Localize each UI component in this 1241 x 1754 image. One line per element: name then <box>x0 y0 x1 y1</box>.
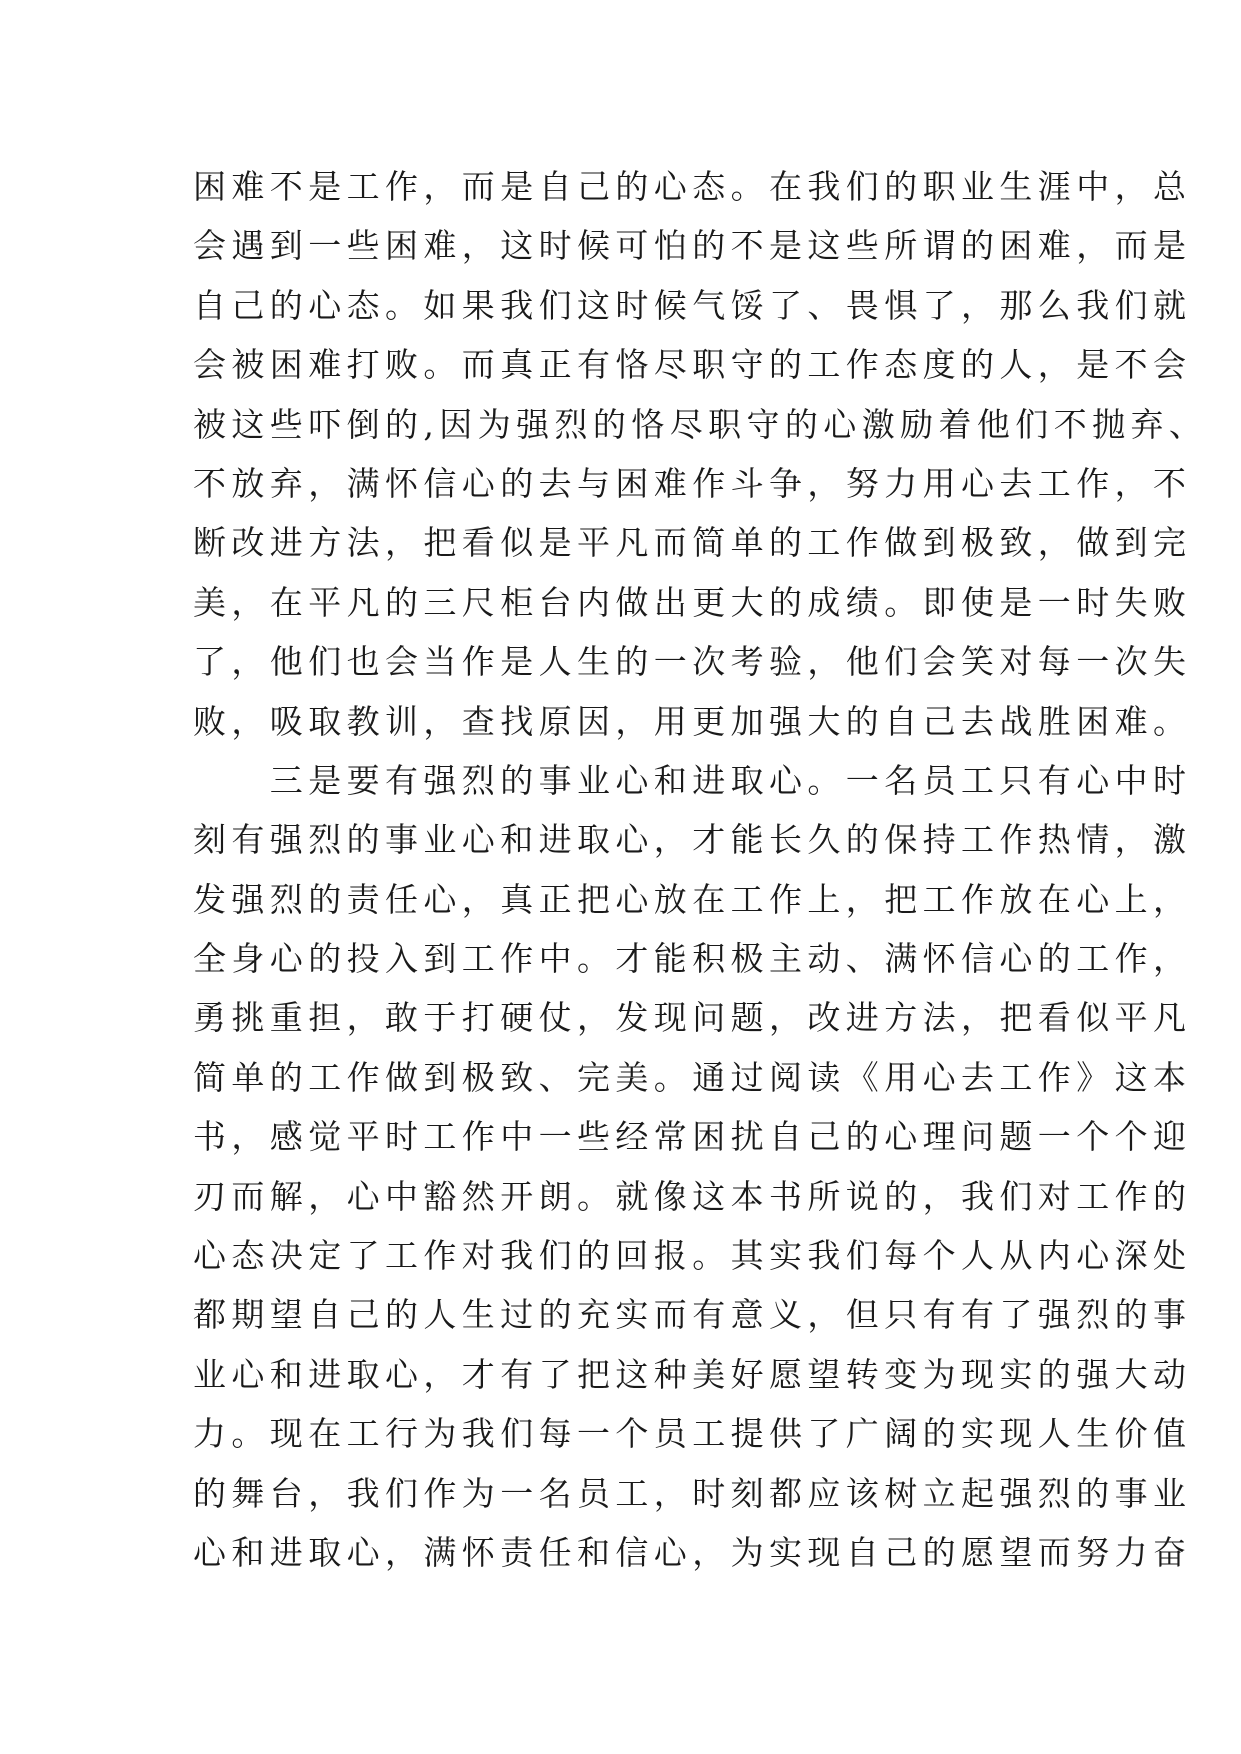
text-line: 心态决定了工作对我们的回报。其实我们每个人从内心深处 <box>193 1236 1192 1276</box>
text-line: 心和进取心，满怀责任和信心，为实现自己的愿望而努力奋 <box>193 1532 1192 1572</box>
text-line: 美，在平凡的三尺柜台内做出更大的成绩。即使是一时失败 <box>193 582 1192 622</box>
text-line: 了，他们也会当作是人生的一次考验，他们会笑对每一次失 <box>193 642 1192 682</box>
text-line: 断改进方法，把看似是平凡而简单的工作做到极致，做到完 <box>193 523 1192 563</box>
text-line: 自己的心态。如果我们这时候气馁了、畏惧了，那么我们就 <box>193 285 1192 325</box>
text-line: 刻有强烈的事业心和进取心，才能长久的保持工作热情，激 <box>193 820 1192 860</box>
text-line: 简单的工作做到极致、完美。通过阅读《用心去工作》这本 <box>193 1057 1192 1097</box>
text-line: 勇挑重担，敢于打硬仗，发现问题，改进方法，把看似平凡 <box>193 998 1192 1038</box>
text-line: 力。现在工行为我们每一个员工提供了广阔的实现人生价值 <box>193 1414 1192 1454</box>
text-line: 全身心的投入到工作中。才能积极主动、满怀信心的工作， <box>193 939 1192 979</box>
text-line: 不放弃，满怀信心的去与困难作斗争，努力用心去工作，不 <box>193 463 1192 503</box>
text-line: 业心和进取心，才有了把这种美好愿望转变为现实的强大动 <box>193 1354 1192 1394</box>
text-line: 都期望自己的人生过的充实而有意义，但只有有了强烈的事 <box>193 1295 1192 1335</box>
text-line: 书，感觉平时工作中一些经常困扰自己的心理问题一个个迎 <box>193 1117 1192 1157</box>
text-line: 困难不是工作，而是自己的心态。在我们的职业生涯中，总 <box>193 167 1192 206</box>
text-line: 发强烈的责任心，真正把心放在工作上，把工作放在心上， <box>193 879 1192 919</box>
text-line: 会被困难打败。而真正有恪尽职守的工作态度的人，是不会 <box>193 345 1192 385</box>
text-line: 的舞台，我们作为一名员工，时刻都应该树立起强烈的事业 <box>193 1473 1192 1513</box>
text-line: 败，吸取教训，查找原因，用更加强大的自己去战胜困难。 <box>193 701 1192 741</box>
text-line: 会遇到一些困难，这时候可怕的不是这些所谓的困难，而是 <box>193 226 1192 266</box>
text-line: 刃而解，心中豁然开朗。就像这本书所说的，我们对工作的 <box>193 1176 1192 1216</box>
body-text <box>193 157 1208 1582</box>
text-line: 被这些吓倒的,因为强烈的恪尽职守的心激励着他们不抛弃、 <box>193 404 1208 444</box>
paragraph-start-line: 三是要有强烈的事业心和进取心。一名员工只有心中时 <box>193 760 1192 800</box>
